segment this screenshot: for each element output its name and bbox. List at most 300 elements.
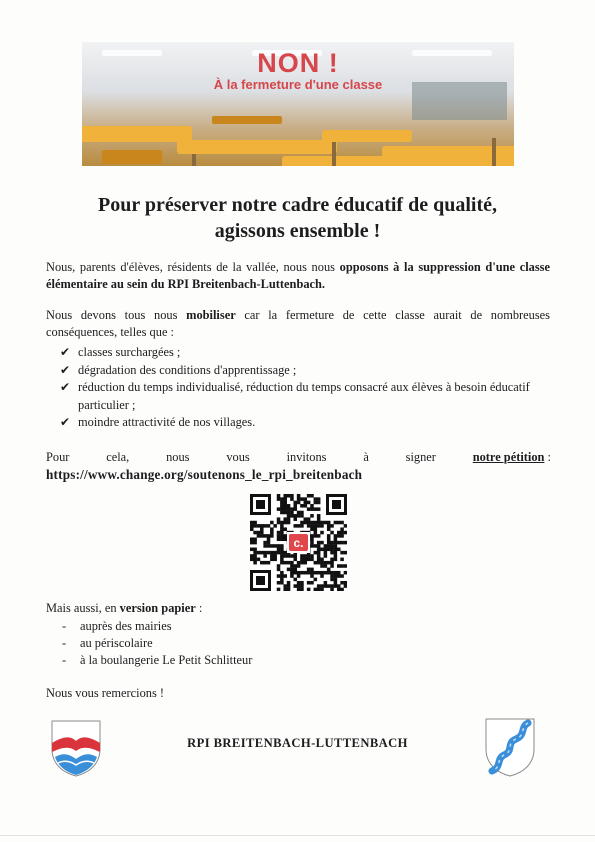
qr-module <box>340 541 344 545</box>
qr-module <box>334 581 338 585</box>
qr-module <box>317 497 321 501</box>
qr-module <box>307 494 311 498</box>
qr-module <box>293 507 297 511</box>
qr-module <box>283 511 287 515</box>
qr-module <box>310 514 314 518</box>
qr-module <box>300 511 304 515</box>
desk <box>212 116 282 124</box>
qr-module <box>344 551 347 555</box>
list-item <box>60 414 552 432</box>
qr-module <box>283 534 287 538</box>
qr-module <box>340 588 344 591</box>
qr-module <box>280 527 284 531</box>
qr-module <box>324 581 328 585</box>
qr-module <box>334 534 338 538</box>
qr-module <box>310 521 314 525</box>
qr-module <box>297 497 301 501</box>
qr-module <box>300 504 304 508</box>
qr-module <box>320 574 324 578</box>
qr-module <box>277 521 281 525</box>
qr-module <box>314 544 318 548</box>
qr-module <box>304 517 308 521</box>
qr-module <box>337 548 341 552</box>
qr-module <box>324 548 328 552</box>
qr-module <box>337 534 341 538</box>
qr-module <box>270 551 274 555</box>
qr-module <box>327 537 331 541</box>
qr-module <box>314 571 318 575</box>
qr-module <box>267 551 271 555</box>
qr-module <box>320 521 324 525</box>
qr-module <box>253 554 257 558</box>
qr-module <box>317 584 321 588</box>
qr-module <box>280 571 284 575</box>
qr-module <box>283 588 287 591</box>
qr-module <box>280 497 284 501</box>
mobilise-paragraph <box>46 307 550 341</box>
qr-module <box>280 521 284 525</box>
qr-module <box>293 524 297 528</box>
qr-module <box>314 507 318 511</box>
qr-module <box>307 501 311 505</box>
locations-list <box>62 618 252 669</box>
qr-module <box>273 558 277 562</box>
qr-module <box>327 584 331 588</box>
qr-module <box>310 537 314 541</box>
qr-module <box>334 574 338 578</box>
qr-module <box>293 554 297 558</box>
qr-module <box>293 501 297 505</box>
qr-module <box>320 548 324 552</box>
qr-module <box>307 571 311 575</box>
qr-module <box>280 578 284 582</box>
qr-module <box>300 558 304 562</box>
title-line-2: agissons ensemble ! <box>214 220 381 242</box>
qr-module <box>293 558 297 562</box>
list-item-text: classes surchargées ; <box>78 345 181 359</box>
qr-module <box>307 521 311 525</box>
qr-module <box>337 531 341 535</box>
qr-module <box>297 524 301 528</box>
qr-module <box>337 521 341 525</box>
qr-module <box>317 517 321 521</box>
qr-module <box>317 534 321 538</box>
list-item <box>62 618 252 635</box>
qr-code[interactable] <box>250 494 347 591</box>
qr-module <box>253 551 257 555</box>
qr-module <box>260 551 264 555</box>
qr-module <box>337 541 341 545</box>
qr-module <box>300 584 304 588</box>
mobilise-bold: mobiliser <box>186 308 236 322</box>
qr-module <box>320 524 324 528</box>
qr-module <box>340 581 344 585</box>
title-line-1: Pour préserver notre cadre éducatif de qualité, <box>97 194 497 216</box>
qr-module <box>263 541 267 545</box>
petition-word: cela, <box>106 450 130 464</box>
qr-module <box>334 544 338 548</box>
qr-module <box>280 501 284 505</box>
qr-module <box>330 571 334 575</box>
intro-bold: opposons à la suppression d'une classe élémentaire au sein du RPI Breitenbach-Luttenbach. <box>46 260 550 291</box>
qr-module <box>277 497 281 501</box>
qr-module <box>290 497 294 501</box>
qr-module <box>253 548 257 552</box>
qr-module <box>260 527 264 531</box>
paper-text-after: : <box>195 601 203 615</box>
qr-module <box>270 531 274 535</box>
qr-module <box>337 584 341 588</box>
qr-module <box>340 564 344 568</box>
qr-module <box>287 561 291 565</box>
qr-module <box>270 521 274 525</box>
qr-module <box>283 507 287 511</box>
paper-paragraph <box>46 601 202 616</box>
qr-module <box>267 524 271 528</box>
qr-module <box>280 544 284 548</box>
qr-module <box>307 517 311 521</box>
banner-image <box>82 42 514 166</box>
qr-module <box>307 524 311 528</box>
qr-module <box>317 507 321 511</box>
qr-module <box>340 531 344 535</box>
qr-module <box>297 511 301 515</box>
qr-module <box>287 507 291 511</box>
desk <box>177 140 337 154</box>
list-item-text: dégradation des conditions d'apprentissage ; <box>78 362 297 377</box>
qr-module <box>253 561 257 565</box>
qr-module <box>283 551 287 555</box>
qr-module <box>277 494 281 498</box>
qr-center-letter: c. <box>293 536 304 550</box>
qr-module <box>324 554 328 558</box>
qr-module <box>267 537 271 541</box>
qr-module <box>283 561 287 565</box>
desk-leg <box>192 154 196 166</box>
qr-module <box>277 574 281 578</box>
qr-module <box>300 554 304 558</box>
qr-module <box>314 534 318 538</box>
qr-module <box>290 507 294 511</box>
qr-module <box>337 571 341 575</box>
qr-module <box>293 568 297 572</box>
qr-module <box>330 578 334 582</box>
qr-module <box>280 537 284 541</box>
petition-link-group <box>473 449 551 466</box>
qr-module <box>283 504 287 508</box>
qr-module <box>334 578 338 582</box>
qr-module <box>287 554 291 558</box>
qr-module <box>270 527 274 531</box>
paper-text-before: Mais aussi, en <box>46 601 120 615</box>
qr-module <box>253 524 257 528</box>
qr-module <box>287 588 291 591</box>
qr-module <box>327 548 331 552</box>
qr-module <box>283 527 287 531</box>
qr-module <box>307 507 311 511</box>
list-item <box>62 652 252 669</box>
qr-module <box>260 524 264 528</box>
qr-module <box>314 578 318 582</box>
qr-module <box>330 548 334 552</box>
qr-module <box>297 574 301 578</box>
qr-module <box>297 494 301 498</box>
qr-module <box>327 571 331 575</box>
qr-module <box>337 564 341 568</box>
qr-module <box>293 571 297 575</box>
qr-module <box>287 581 291 585</box>
desk-leg <box>492 138 496 166</box>
petition-url[interactable]: https://www.change.org/soutenons_le_rpi_breitenbach <box>46 467 363 482</box>
qr-module <box>257 531 261 535</box>
qr-module <box>273 551 277 555</box>
dash-bullet: - <box>62 653 67 667</box>
qr-module <box>310 507 314 511</box>
desk <box>322 130 412 142</box>
qr-module <box>317 548 321 552</box>
consequences-list <box>60 344 552 432</box>
qr-module <box>304 561 308 565</box>
petition-word: signer <box>405 450 436 464</box>
petition-link[interactable]: notre pétition <box>472 450 545 464</box>
list-item-text: moindre attractivité de nos villages. <box>78 415 256 429</box>
qr-module <box>277 537 281 541</box>
qr-module <box>330 564 334 568</box>
qr-module <box>277 588 281 591</box>
list-item <box>60 379 552 414</box>
qr-module <box>307 568 311 572</box>
qr-module <box>307 558 311 562</box>
qr-module <box>327 544 331 548</box>
qr-module <box>260 534 264 538</box>
qr-module <box>253 531 257 535</box>
qr-module <box>290 561 294 565</box>
qr-module <box>300 561 304 565</box>
qr-module <box>327 568 331 572</box>
list-item <box>62 635 252 652</box>
qr-module <box>280 531 284 535</box>
qr-module <box>293 504 297 508</box>
qr-module <box>297 501 301 505</box>
qr-module <box>320 531 324 535</box>
qr-module <box>310 504 314 508</box>
qr-module <box>310 494 314 498</box>
qr-module <box>280 561 284 565</box>
qr-module <box>263 534 267 538</box>
qr-module <box>270 544 274 548</box>
qr-module <box>287 568 291 572</box>
qr-module <box>300 571 304 575</box>
qr-module <box>250 524 254 528</box>
qr-module <box>324 561 328 565</box>
qr-module <box>330 524 334 528</box>
qr-module <box>314 497 318 501</box>
qr-module <box>304 571 308 575</box>
qr-module <box>310 571 314 575</box>
qr-module <box>314 561 318 565</box>
qr-module <box>283 554 287 558</box>
qr-module <box>277 507 281 511</box>
qr-module <box>330 588 334 591</box>
qr-module <box>283 584 287 588</box>
qr-module <box>280 504 284 508</box>
qr-module <box>307 581 311 585</box>
qr-module <box>324 521 328 525</box>
qr-module <box>317 524 321 528</box>
qr-module <box>300 497 304 501</box>
qr-module <box>263 561 267 565</box>
qr-module <box>324 551 328 555</box>
dash-bullet: - <box>62 636 67 650</box>
qr-module <box>250 548 254 552</box>
qr-module <box>280 534 284 538</box>
qr-module <box>300 581 304 585</box>
qr-module <box>277 568 281 572</box>
desk <box>102 150 162 164</box>
qr-module <box>267 561 271 565</box>
qr-module <box>330 531 334 535</box>
qr-module <box>304 521 308 525</box>
qr-module <box>327 561 331 565</box>
qr-module <box>273 554 277 558</box>
qr-module <box>340 551 344 555</box>
qr-module <box>344 571 347 575</box>
qr-module <box>273 544 277 548</box>
qr-module <box>270 534 274 538</box>
qr-module <box>257 558 261 562</box>
qr-module <box>297 588 301 591</box>
qr-module <box>250 527 254 531</box>
qr-module <box>297 564 301 568</box>
qr-module <box>334 537 338 541</box>
banner-subtitle: À la fermeture d'une classe <box>213 77 383 92</box>
petition-word: Pour <box>46 450 70 464</box>
list-item-text: au périscolaire <box>80 636 153 650</box>
qr-module <box>277 544 281 548</box>
list-item-text: réduction du temps individualisé, réduction du temps consacré aux élèves à besoin éducatif particulier ; <box>78 380 530 412</box>
qr-module <box>314 531 318 535</box>
qr-module <box>290 568 294 572</box>
qr-module <box>334 571 338 575</box>
qr-module <box>334 521 338 525</box>
mobilise-text-before: Nous devons tous nous <box>46 308 187 322</box>
banner-title: NON ! <box>257 48 339 78</box>
petition-word: vous <box>226 450 250 464</box>
qr-module <box>310 581 314 585</box>
qr-module <box>337 574 341 578</box>
qr-module <box>344 531 347 535</box>
qr-module <box>320 588 324 591</box>
mobilise-text-after: car la fermeture de cette classe aurait de nombreuses conséquences, telles que : <box>46 308 550 339</box>
qr-module <box>260 531 264 535</box>
qr-module <box>257 534 261 538</box>
qr-module <box>277 517 281 521</box>
qr-module <box>293 517 297 521</box>
qr-module <box>304 501 308 505</box>
qr-module <box>277 564 281 568</box>
qr-module <box>287 521 291 525</box>
qr-module <box>263 554 267 558</box>
qr-module <box>283 517 287 521</box>
qr-module <box>257 524 261 528</box>
qr-module <box>324 564 328 568</box>
qr-module <box>334 541 338 545</box>
luttenbach-crest-icon <box>484 717 536 777</box>
qr-module <box>320 561 324 565</box>
qr-module <box>300 514 304 518</box>
list-item <box>60 362 552 380</box>
qr-module <box>314 501 318 505</box>
qr-module <box>310 534 314 538</box>
qr-module <box>267 544 271 548</box>
qr-module <box>287 511 291 515</box>
desk-leg <box>332 142 336 166</box>
checkmark-icon: ✔ <box>60 362 71 377</box>
petition-word: à <box>363 450 369 464</box>
qr-module <box>280 574 284 578</box>
qr-module <box>340 558 344 562</box>
qr-module <box>320 564 324 568</box>
qr-module <box>280 554 284 558</box>
qr-module <box>283 537 287 541</box>
qr-module <box>344 524 347 528</box>
qr-module <box>330 558 334 562</box>
qr-module <box>327 534 331 538</box>
qr-module <box>324 544 328 548</box>
qr-module <box>253 521 257 525</box>
qr-module <box>267 541 271 545</box>
qr-module <box>334 554 338 558</box>
checkmark-icon: ✔ <box>60 380 71 394</box>
qr-module <box>297 514 301 518</box>
paper-bold: version papier <box>119 601 196 615</box>
qr-module <box>293 584 297 588</box>
qr-module <box>334 558 338 562</box>
list-item-text: auprès des mairies <box>80 619 172 633</box>
qr-module <box>280 558 284 562</box>
qr-module <box>287 494 291 498</box>
thanks-text: Nous vous remercions ! <box>46 686 165 700</box>
qr-module <box>267 534 271 538</box>
qr-module <box>314 551 318 555</box>
qr-module <box>310 544 314 548</box>
qr-module <box>293 514 297 518</box>
qr-module <box>324 584 328 588</box>
qr-module <box>297 561 301 565</box>
petition-line <box>46 449 551 466</box>
qr-module <box>310 558 314 562</box>
qr-module <box>283 501 287 505</box>
petition-colon: : <box>544 450 551 464</box>
petition-word: nous <box>166 450 190 464</box>
qr-module <box>317 544 321 548</box>
qr-module <box>304 504 308 508</box>
qr-module <box>250 537 254 541</box>
qr-module <box>330 584 334 588</box>
qr-module <box>314 521 318 525</box>
qr-module <box>310 574 314 578</box>
qr-module <box>290 511 294 515</box>
qr-module <box>277 551 281 555</box>
qr-module <box>340 527 344 531</box>
qr-module <box>297 581 301 585</box>
qr-module <box>253 541 257 545</box>
dash-bullet: - <box>62 619 67 633</box>
qr-module <box>260 561 264 565</box>
list-item-text: à la boulangerie Le Petit Schlitteur <box>80 653 253 667</box>
qr-module <box>287 514 291 518</box>
qr-module <box>317 501 321 505</box>
